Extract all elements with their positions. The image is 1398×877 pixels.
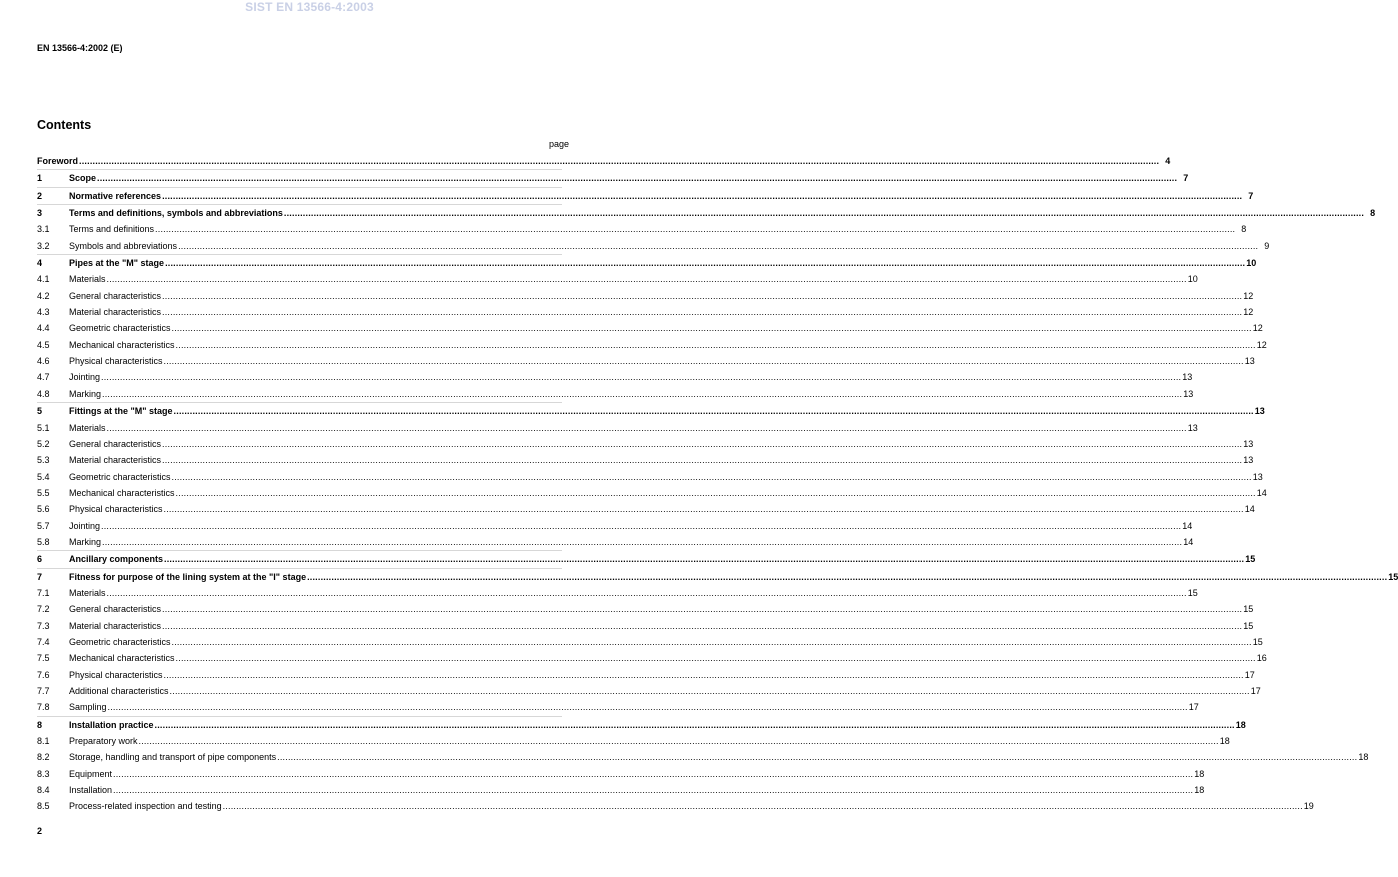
dot-leader: ................................................................................................................................................................................................................................................................................................................................................................................................................	[162, 307, 1243, 318]
toc-entry-page: 17	[1250, 686, 1261, 696]
toc-entry[interactable]	[37, 386, 1194, 402]
toc-entry-number: 4.1	[37, 274, 50, 285]
dot-leader: ................................................................................................................................................................................................................................................................................................................................................................................................................	[173, 406, 1254, 417]
toc-entry[interactable]	[37, 534, 1194, 550]
page-number: 2	[37, 826, 43, 836]
toc-entry[interactable]	[37, 501, 1255, 517]
toc-entry-title: General characteristics	[69, 604, 162, 615]
dot-leader: ................................................................................................................................................................................................................................................................................................................................................................................................................	[307, 571, 1388, 582]
toc-entry-number: 8.4	[37, 785, 50, 796]
toc-entry-title: Foreword	[37, 156, 79, 166]
toc-entry[interactable]	[37, 782, 1205, 798]
dot-leader: ................................................................................................................................................................................................................................................................................................................................................................................................................	[138, 736, 1219, 747]
toc-entry-page: 13	[1252, 471, 1263, 482]
toc-entry[interactable]	[37, 650, 1267, 666]
toc-entry-title: Physical characteristics	[69, 356, 163, 367]
toc-entry-page: 13	[1254, 406, 1265, 417]
toc-entry-page: 18	[1194, 785, 1205, 796]
toc-entry[interactable]	[37, 733, 1230, 749]
toc-entry-page: 4	[1165, 156, 1171, 166]
toc-entry-title: Fitness for purpose of the lining system at the "I" stage	[69, 571, 307, 582]
toc-entry-title: Preparatory work	[69, 736, 138, 747]
toc-entry-title: Terms and definitions, symbols and abbreviations	[69, 208, 283, 219]
toc-entry[interactable]	[37, 601, 1254, 617]
dot-leader: ................................................................................................................................................................................................................................................................................................................................................................................................................	[163, 356, 1244, 367]
toc-entry-number: 8.2	[37, 752, 50, 763]
toc-entry-number: 6	[37, 554, 43, 565]
toc-entry-title: Mechanical characteristics	[69, 487, 175, 498]
toc-entry[interactable]	[37, 716, 1246, 733]
dot-leader: ................................................................................................................................................................................................................................................................................................................................................................................................................	[155, 224, 1236, 235]
dot-leader: ................................................................................................................................................................................................................................................................................................................................................................................................................	[162, 190, 1243, 201]
dot-leader: ................................................................................................................................................................................................................................................................................................................................................................................................................	[162, 438, 1243, 449]
toc-entry-number: 3.1	[37, 224, 50, 235]
toc-entry-number: 8	[37, 719, 43, 730]
toc-entry-title: Materials	[69, 274, 106, 285]
toc-entry[interactable]	[37, 568, 1398, 585]
toc-entry[interactable]	[37, 402, 1265, 419]
toc-entry-title: Mechanical characteristics	[69, 339, 175, 350]
toc-entry-page: 16	[1256, 653, 1267, 664]
toc-entry-page: 19	[1303, 801, 1314, 812]
toc-entry-number: 4.5	[37, 339, 50, 350]
toc-entry[interactable]	[37, 420, 1198, 436]
toc-entry-title: General characteristics	[69, 438, 162, 449]
toc-entry-number: 7.7	[37, 686, 50, 696]
page-column-label: page	[548, 139, 569, 149]
toc-entry[interactable]	[37, 683, 1261, 699]
toc-entry-page: 12	[1252, 323, 1263, 334]
toc-entry-title: Terms and definitions	[69, 224, 155, 235]
dot-leader: ................................................................................................................................................................................................................................................................................................................................................................................................................	[175, 487, 1256, 498]
toc-entry[interactable]	[37, 320, 1263, 336]
toc-entry[interactable]	[37, 187, 1254, 204]
table-of-contents	[37, 153, 1398, 815]
toc-entry-title: Sampling	[69, 702, 107, 713]
toc-entry[interactable]	[37, 353, 1255, 369]
toc-entry-number: 5.8	[37, 536, 50, 547]
toc-entry-page: 18	[1358, 752, 1369, 763]
toc-entry-number: 7.4	[37, 636, 50, 647]
toc-entry[interactable]	[37, 618, 1254, 634]
watermark: SIST EN 13566-4:2003	[245, 0, 374, 14]
toc-entry-title: Physical characteristics	[69, 669, 163, 680]
dot-leader: ................................................................................................................................................................................................................................................................................................................................................................................................................	[171, 471, 1252, 482]
toc-entry-title: Marking	[69, 388, 102, 399]
toc-entry-number: 7.2	[37, 604, 50, 615]
toc-entry[interactable]	[37, 766, 1205, 782]
toc-entry-title: Normative references	[69, 190, 162, 201]
toc-entry-title: Fittings at the "M" stage	[69, 406, 173, 417]
toc-entry-title: Scope	[69, 173, 97, 184]
toc-entry[interactable]	[37, 337, 1267, 353]
toc-entry-page: 15	[1252, 636, 1263, 647]
toc-entry[interactable]	[37, 254, 1257, 271]
toc-entry-page: 7	[1248, 190, 1254, 201]
dot-leader: ................................................................................................................................................................................................................................................................................................................................................................................................................	[102, 536, 1183, 547]
toc-entry-number: 7.8	[37, 702, 50, 713]
toc-entry-page: 12	[1256, 339, 1267, 350]
dot-leader: ................................................................................................................................................................................................................................................................................................................................................................................................................	[113, 785, 1194, 796]
dot-leader: ................................................................................................................................................................................................................................................................................................................................................................................................................	[162, 604, 1243, 615]
toc-entry-title: Materials	[69, 587, 106, 598]
toc-entry-page: 13	[1244, 356, 1255, 367]
dot-leader: ................................................................................................................................................................................................................................................................................................................................................................................................................	[101, 520, 1182, 531]
contents-heading: Contents	[37, 118, 92, 132]
dot-leader: ................................................................................................................................................................................................................................................................................................................................................................................................................	[106, 274, 1187, 285]
dot-leader: ................................................................................................................................................................................................................................................................................................................................................................................................................	[162, 290, 1243, 301]
toc-entry-number: 5.6	[37, 504, 50, 515]
toc-entry[interactable]	[37, 550, 1256, 567]
dot-leader: ................................................................................................................................................................................................................................................................................................................................................................................................................	[164, 554, 1245, 565]
toc-entry[interactable]	[37, 153, 1171, 169]
toc-entry[interactable]	[37, 271, 1198, 287]
toc-entry-number: 7.6	[37, 669, 50, 680]
toc-entry[interactable]	[37, 469, 1263, 485]
dot-leader: ................................................................................................................................................................................................................................................................................................................................................................................................................	[97, 173, 1178, 184]
toc-entry-page: 14	[1183, 536, 1194, 547]
toc-entry-title: Process-related inspection and testing	[69, 801, 222, 812]
toc-entry-number: 8.5	[37, 801, 50, 812]
toc-entry-number: 4.2	[37, 290, 50, 301]
dot-leader: ................................................................................................................................................................................................................................................................................................................................................................................................................	[79, 156, 1160, 166]
toc-entry[interactable]	[37, 518, 1193, 534]
toc-entry-number: 3	[37, 208, 43, 219]
toc-entry-number: 7.3	[37, 620, 50, 631]
toc-entry[interactable]	[37, 798, 1314, 814]
toc-entry[interactable]	[37, 667, 1255, 683]
toc-entry-number: 5	[37, 406, 43, 417]
toc-entry-title: Symbols and abbreviations	[69, 240, 178, 251]
toc-entry-number: 4	[37, 258, 43, 269]
toc-entry[interactable]	[37, 169, 1189, 186]
dot-leader: ................................................................................................................................................................................................................................................................................................................................................................................................................	[178, 240, 1259, 251]
dot-leader: ................................................................................................................................................................................................................................................................................................................................................................................................................	[162, 620, 1243, 631]
toc-entry-page: 14	[1182, 520, 1193, 531]
dot-leader: ................................................................................................................................................................................................................................................................................................................................................................................................................	[162, 455, 1243, 466]
toc-entry-page: 15	[1187, 587, 1198, 598]
dot-leader: ................................................................................................................................................................................................................................................................................................................................................................................................................	[283, 208, 1365, 219]
dot-leader: ................................................................................................................................................................................................................................................................................................................................................................................................................	[107, 702, 1188, 713]
toc-entry-number: 8.3	[37, 768, 50, 779]
toc-entry[interactable]	[37, 634, 1263, 650]
toc-entry-page: 13	[1187, 422, 1198, 433]
toc-entry-page: 15	[1245, 554, 1256, 565]
toc-entry-title: Material characteristics	[69, 307, 162, 318]
toc-entry-title: Pipes at the "M" stage	[69, 258, 165, 269]
toc-entry-number: 5.1	[37, 422, 50, 433]
toc-entry-page: 10	[1246, 258, 1257, 269]
toc-entry-page: 17	[1188, 702, 1199, 713]
toc-entry-page: 18	[1235, 719, 1246, 730]
toc-entry-page: 14	[1256, 487, 1267, 498]
dot-leader: ................................................................................................................................................................................................................................................................................................................................................................................................................	[102, 388, 1183, 399]
toc-entry-number: 5.4	[37, 471, 50, 482]
toc-entry[interactable]	[37, 204, 1376, 221]
dot-leader: ................................................................................................................................................................................................................................................................................................................................................................................................................	[106, 587, 1187, 598]
toc-entry-title: Geometric characteristics	[69, 471, 171, 482]
toc-entry-page: 12	[1243, 307, 1254, 318]
toc-entry-page: 8	[1241, 224, 1247, 235]
toc-entry-title: Mechanical characteristics	[69, 653, 175, 664]
toc-entry-number: 4.3	[37, 307, 50, 318]
toc-entry-page: 10	[1187, 274, 1198, 285]
toc-entry-number: 7.5	[37, 653, 50, 664]
toc-entry-title: Installation	[69, 785, 113, 796]
toc-entry-title: Material characteristics	[69, 620, 162, 631]
toc-entry-page: 8	[1370, 208, 1376, 219]
toc-entry[interactable]	[37, 699, 1199, 715]
dot-leader: ................................................................................................................................................................................................................................................................................................................................................................................................................	[165, 258, 1246, 269]
toc-entry-title: Physical characteristics	[69, 504, 163, 515]
dot-leader: ................................................................................................................................................................................................................................................................................................................................................................................................................	[277, 752, 1358, 763]
toc-entry-number: 1	[37, 173, 43, 184]
toc-entry-page: 13	[1243, 438, 1254, 449]
toc-entry-title: Ancillary components	[69, 554, 164, 565]
toc-entry-title: General characteristics	[69, 290, 162, 301]
toc-entry-title: Installation practice	[69, 719, 154, 730]
dot-leader: ................................................................................................................................................................................................................................................................................................................................................................................................................	[169, 686, 1250, 696]
toc-entry-title: Geometric characteristics	[69, 636, 171, 647]
toc-entry-number: 4.8	[37, 388, 50, 399]
toc-entry-number: 2	[37, 190, 43, 201]
toc-entry-page: 13	[1182, 372, 1193, 383]
toc-entry-title: Equipment	[69, 768, 113, 779]
toc-entry-page: 18	[1219, 736, 1230, 747]
toc-entry[interactable]	[37, 485, 1267, 501]
toc-entry[interactable]	[37, 288, 1254, 304]
toc-entry-page: 15	[1243, 620, 1254, 631]
dot-leader: ................................................................................................................................................................................................................................................................................................................................................................................................................	[163, 669, 1244, 680]
dot-leader: ................................................................................................................................................................................................................................................................................................................................................................................................................	[222, 801, 1303, 812]
toc-entry-page: 18	[1194, 768, 1205, 779]
dot-leader: ................................................................................................................................................................................................................................................................................................................................................................................................................	[175, 339, 1256, 350]
toc-entry-page: 15	[1388, 571, 1398, 582]
toc-entry-page: 17	[1244, 669, 1255, 680]
dot-leader: ................................................................................................................................................................................................................................................................................................................................................................................................................	[154, 719, 1235, 730]
toc-entry[interactable]	[37, 221, 1247, 237]
dot-leader: ................................................................................................................................................................................................................................................................................................................................................................................................................	[171, 636, 1252, 647]
toc-entry-number: 8.1	[37, 736, 50, 747]
toc-entry-page: 15	[1243, 604, 1254, 615]
toc-entry-number: 3.2	[37, 240, 50, 251]
toc-entry-page: 7	[1183, 173, 1189, 184]
toc-entry-number: 5.2	[37, 438, 50, 449]
dot-leader: ................................................................................................................................................................................................................................................................................................................................................................................................................	[175, 653, 1256, 664]
dot-leader: ................................................................................................................................................................................................................................................................................................................................................................................................................	[163, 504, 1244, 515]
toc-entry-page: 13	[1183, 388, 1194, 399]
toc-entry-title: Additional characteristics	[69, 686, 169, 696]
toc-entry-number: 5.7	[37, 520, 50, 531]
toc-entry-title: Material characteristics	[69, 455, 162, 466]
toc-entry[interactable]	[37, 452, 1254, 468]
toc-entry-number: 7.1	[37, 587, 50, 598]
toc-entry[interactable]	[37, 369, 1193, 385]
toc-entry[interactable]	[37, 749, 1369, 765]
toc-entry[interactable]	[37, 238, 1270, 254]
toc-entry[interactable]	[37, 585, 1198, 601]
document-id: EN 13566-4:2002 (E)	[37, 43, 123, 53]
toc-entry-title: Materials	[69, 422, 106, 433]
toc-entry-title: Jointing	[69, 520, 101, 531]
toc-entry-number: 4.7	[37, 372, 50, 383]
toc-entry[interactable]	[37, 436, 1254, 452]
dot-leader: ................................................................................................................................................................................................................................................................................................................................................................................................................	[101, 372, 1182, 383]
toc-entry-page: 12	[1243, 290, 1254, 301]
dot-leader: ................................................................................................................................................................................................................................................................................................................................................................................................................	[171, 323, 1252, 334]
toc-entry-number: 5.5	[37, 487, 50, 498]
dot-leader: ................................................................................................................................................................................................................................................................................................................................................................................................................	[113, 768, 1194, 779]
toc-entry[interactable]	[37, 304, 1254, 320]
toc-entry-title: Jointing	[69, 372, 101, 383]
toc-entry-title: Geometric characteristics	[69, 323, 171, 334]
toc-entry-title: Storage, handling and transport of pipe components	[69, 752, 277, 763]
toc-entry-number: 7	[37, 571, 43, 582]
dot-leader: ................................................................................................................................................................................................................................................................................................................................................................................................................	[106, 422, 1187, 433]
toc-entry-page: 14	[1244, 504, 1255, 515]
toc-entry-page: 13	[1243, 455, 1254, 466]
toc-entry-number: 5.3	[37, 455, 50, 466]
toc-entry-title: Marking	[69, 536, 102, 547]
toc-entry-number: 4.4	[37, 323, 50, 334]
toc-entry-page: 9	[1264, 240, 1270, 251]
toc-entry-number: 4.6	[37, 356, 50, 367]
